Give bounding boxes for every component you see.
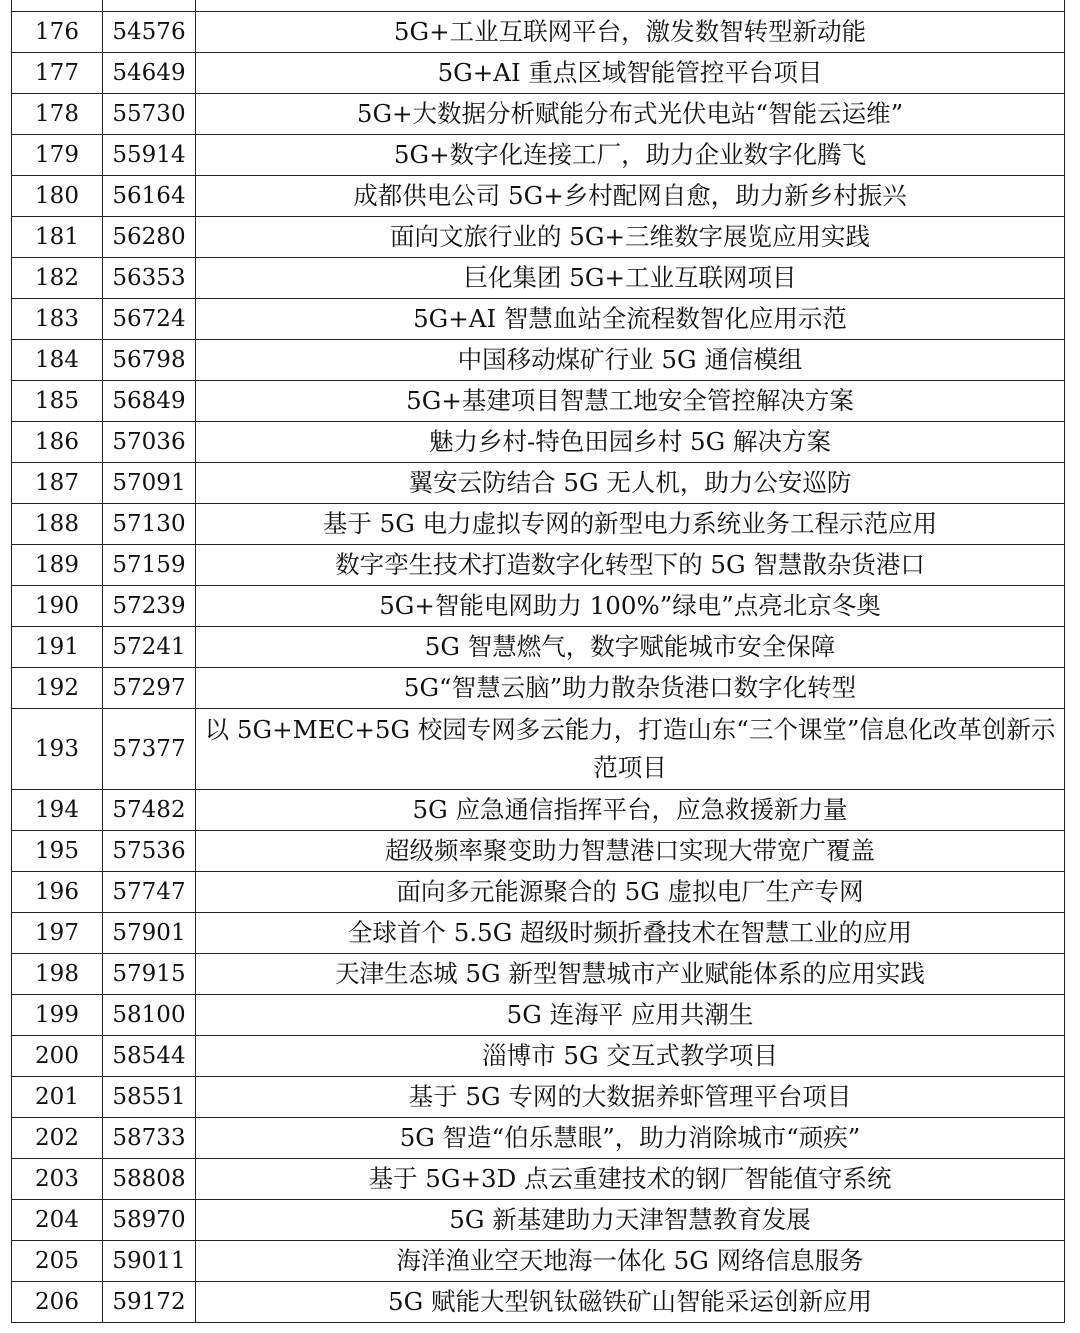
- row-index: 196: [12, 872, 103, 913]
- project-title: 面向文旅行业的 5G+三维数字展览应用实践: [196, 216, 1065, 257]
- row-index: 193: [12, 708, 103, 790]
- project-code: 57901: [103, 913, 196, 954]
- table-row: [12, 626, 1065, 667]
- row-index: 199: [12, 995, 103, 1036]
- project-title: 以 5G+MEC+5G 校园专网多云能力，打造山东“三个课堂”信息化改革创新示范项目: [196, 708, 1065, 790]
- table-row: [12, 175, 1065, 216]
- project-code: 57239: [103, 585, 196, 626]
- row-index: 200: [12, 1036, 103, 1077]
- row-index: 180: [12, 175, 103, 216]
- table-row: [12, 831, 1065, 872]
- table-row: [12, 790, 1065, 831]
- project-code: 58544: [103, 1036, 196, 1077]
- project-code: 56280: [103, 216, 196, 257]
- table-row: [12, 421, 1065, 462]
- project-title: 5G+工业互联网平台，激发数智转型新动能: [196, 11, 1065, 52]
- project-code: 58100: [103, 995, 196, 1036]
- row-index: 185: [12, 380, 103, 421]
- table-row: [12, 1036, 1065, 1077]
- row-index: 187: [12, 462, 103, 503]
- row-index: 179: [12, 134, 103, 175]
- project-code: 56353: [103, 257, 196, 298]
- project-code: 57377: [103, 708, 196, 790]
- row-index: 204: [12, 1200, 103, 1241]
- row-index: 197: [12, 913, 103, 954]
- project-code: 59172: [103, 1282, 196, 1323]
- cell-cutoff: [12, 0, 103, 11]
- table-row: [12, 544, 1065, 585]
- cell-cutoff: [196, 0, 1065, 11]
- row-index: 176: [12, 11, 103, 52]
- row-index: 191: [12, 626, 103, 667]
- project-code: 57915: [103, 954, 196, 995]
- row-index: 201: [12, 1077, 103, 1118]
- project-title: 5G+数字化连接工厂，助力企业数字化腾飞: [196, 134, 1065, 175]
- row-index: 203: [12, 1159, 103, 1200]
- project-code: 58808: [103, 1159, 196, 1200]
- project-title: 基于 5G+3D 点云重建技术的钢厂智能值守系统: [196, 1159, 1065, 1200]
- table-row: [12, 257, 1065, 298]
- project-code: 58970: [103, 1200, 196, 1241]
- row-index: 184: [12, 339, 103, 380]
- project-title: 中国移动煤矿行业 5G 通信模组: [196, 339, 1065, 380]
- table-row: [12, 995, 1065, 1036]
- project-code: 57091: [103, 462, 196, 503]
- table-row: [12, 1159, 1065, 1200]
- table-row: [12, 872, 1065, 913]
- table-row: [12, 1282, 1065, 1323]
- project-title: 淄博市 5G 交互式教学项目: [196, 1036, 1065, 1077]
- project-code: 57747: [103, 872, 196, 913]
- table-row: [12, 585, 1065, 626]
- table-body: [12, 0, 1065, 1323]
- table-row: [12, 11, 1065, 52]
- project-title: 基于 5G 电力虚拟专网的新型电力系统业务工程示范应用: [196, 503, 1065, 544]
- project-list-table: [11, 0, 1065, 1323]
- project-title: 魅力乡村-特色田园乡村 5G 解决方案: [196, 421, 1065, 462]
- project-code: 56798: [103, 339, 196, 380]
- project-title: 面向多元能源聚合的 5G 虚拟电厂生产专网: [196, 872, 1065, 913]
- table-row: [12, 1241, 1065, 1282]
- row-index: 202: [12, 1118, 103, 1159]
- row-index: 181: [12, 216, 103, 257]
- table-row: [12, 216, 1065, 257]
- project-title: 5G 应急通信指挥平台，应急救援新力量: [196, 790, 1065, 831]
- project-code: 58733: [103, 1118, 196, 1159]
- project-title: 5G+AI 重点区域智能管控平台项目: [196, 52, 1065, 93]
- row-index: 190: [12, 585, 103, 626]
- project-title: 天津生态城 5G 新型智慧城市产业赋能体系的应用实践: [196, 954, 1065, 995]
- project-code: 56849: [103, 380, 196, 421]
- table-row: [12, 503, 1065, 544]
- table-row: [12, 1077, 1065, 1118]
- project-title: 5G+AI 智慧血站全流程数智化应用示范: [196, 298, 1065, 339]
- project-title: 5G 新基建助力天津智慧教育发展: [196, 1200, 1065, 1241]
- project-code: 56164: [103, 175, 196, 216]
- row-index: 188: [12, 503, 103, 544]
- row-index: 189: [12, 544, 103, 585]
- project-title: 5G 赋能大型钒钛磁铁矿山智能采运创新应用: [196, 1282, 1065, 1323]
- project-title: 海洋渔业空天地海一体化 5G 网络信息服务: [196, 1241, 1065, 1282]
- project-title: 5G+基建项目智慧工地安全管控解决方案: [196, 380, 1065, 421]
- table-row: [12, 339, 1065, 380]
- row-index: 206: [12, 1282, 103, 1323]
- project-title: 全球首个 5.5G 超级时频折叠技术在智慧工业的应用: [196, 913, 1065, 954]
- project-code: 55730: [103, 93, 196, 134]
- table-row: [12, 1200, 1065, 1241]
- table-row: [12, 954, 1065, 995]
- project-title: 5G 连海平 应用共潮生: [196, 995, 1065, 1036]
- project-code: 55914: [103, 134, 196, 175]
- row-index: 195: [12, 831, 103, 872]
- project-code: 57130: [103, 503, 196, 544]
- project-code: 57159: [103, 544, 196, 585]
- project-title: 翼安云防结合 5G 无人机，助力公安巡防: [196, 462, 1065, 503]
- project-title: 5G+智能电网助力 100%”绿电”点亮北京冬奥: [196, 585, 1065, 626]
- project-code: 59011: [103, 1241, 196, 1282]
- table-row: [12, 380, 1065, 421]
- project-code: 57036: [103, 421, 196, 462]
- row-index: 182: [12, 257, 103, 298]
- table-row: [12, 667, 1065, 708]
- table-row: [12, 93, 1065, 134]
- project-code: 57536: [103, 831, 196, 872]
- row-index: 198: [12, 954, 103, 995]
- project-code: 57482: [103, 790, 196, 831]
- project-title: 巨化集团 5G+工业互联网项目: [196, 257, 1065, 298]
- table-row: [12, 913, 1065, 954]
- table-row: [12, 1118, 1065, 1159]
- project-title: 数字孪生技术打造数字化转型下的 5G 智慧散杂货港口: [196, 544, 1065, 585]
- project-code: 54576: [103, 11, 196, 52]
- row-index: 194: [12, 790, 103, 831]
- project-title: 5G“智慧云脑”助力散杂货港口数字化转型: [196, 667, 1065, 708]
- table-row: [12, 708, 1065, 790]
- table-row-cutoff: [12, 0, 1065, 11]
- row-index: 177: [12, 52, 103, 93]
- project-code: 54649: [103, 52, 196, 93]
- project-title: 5G+大数据分析赋能分布式光伏电站“智能云运维”: [196, 93, 1065, 134]
- project-code: 57241: [103, 626, 196, 667]
- project-title: 5G 智慧燃气，数字赋能城市安全保障: [196, 626, 1065, 667]
- table-row: [12, 52, 1065, 93]
- row-index: 186: [12, 421, 103, 462]
- table-row: [12, 462, 1065, 503]
- table-row: [12, 298, 1065, 339]
- project-code: 56724: [103, 298, 196, 339]
- row-index: 183: [12, 298, 103, 339]
- project-title: 基于 5G 专网的大数据养虾管理平台项目: [196, 1077, 1065, 1118]
- row-index: 178: [12, 93, 103, 134]
- cell-cutoff: [103, 0, 196, 11]
- project-title: 超级频率聚变助力智慧港口实现大带宽广覆盖: [196, 831, 1065, 872]
- project-code: 57297: [103, 667, 196, 708]
- row-index: 205: [12, 1241, 103, 1282]
- project-code: 58551: [103, 1077, 196, 1118]
- project-title: 成都供电公司 5G+乡村配网自愈，助力新乡村振兴: [196, 175, 1065, 216]
- row-index: 192: [12, 667, 103, 708]
- project-title: 5G 智造“伯乐慧眼”，助力消除城市“顽疾”: [196, 1118, 1065, 1159]
- table-row: [12, 134, 1065, 175]
